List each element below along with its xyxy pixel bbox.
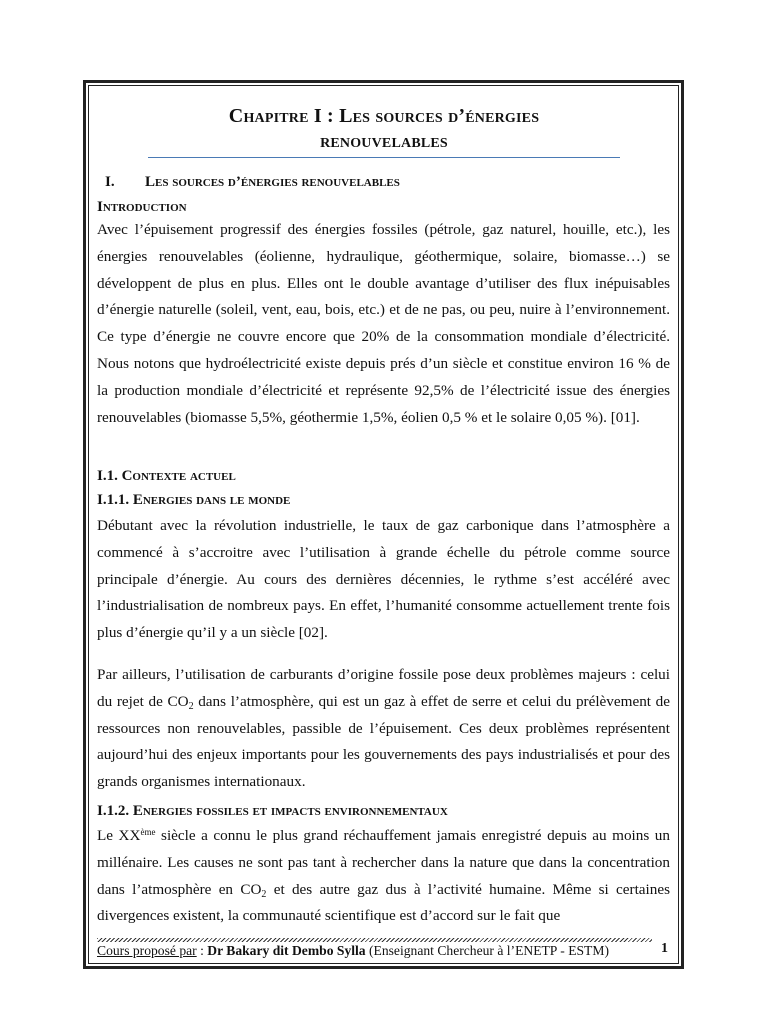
co2-subscript: 2 — [188, 700, 194, 712]
page-number: 1 — [661, 941, 668, 956]
heading-contexte-actuel: I.1. Contexte actuel — [97, 468, 236, 484]
fossiles-paragraph — [97, 823, 670, 930]
monde-paragraph-2 — [97, 662, 670, 796]
footer-affiliation: (Enseignant Chercheur à l’ENETP - ESTM) — [365, 943, 609, 958]
heading-energies-monde: I.1.1. Energies dans le monde — [97, 492, 291, 508]
heading-energies-fossiles: I.1.2. Energies fossiles et impacts environnementaux — [97, 803, 448, 819]
section-title: Les sources d’énergies renouvelables — [145, 174, 400, 190]
co2-subscript-2: 2 — [261, 888, 267, 900]
chapter-title — [100, 104, 668, 154]
title-underline — [148, 157, 620, 158]
section-heading — [105, 172, 665, 192]
monde-p2-part-b: dans l’atmosphère, qui est un gaz à effet de serre et celui du prélèvement de ressources non renouvelables, passible de l’épuisement. Ces deux problèmes représentent aujourd’hui des enjeux importants pour les gouvernements des pays industrialisés et pour des grands organismes internationaux. — [97, 692, 670, 791]
monde-p2-part-a: Par ailleurs, l’utilisation de carburants d’origine fossile pose deux problèmes majeurs : celui du rejet de CO — [97, 666, 670, 710]
chapter-title-line2: renouvelables — [320, 130, 448, 152]
eme-superscript: ème — [140, 827, 156, 837]
introduction-paragraph: Avec l’épuisement progressif des énergies fossiles (pétrole, gaz naturel, houille, etc.), les énergies renouvelables (éolienne, hydraulique, géothermique, solaire, biomasse…) se développent de plus en plus. Elles ont le double avantage d’utiliser des flux inépuisables d’énergie naturelle (soleil, vent, eau, bois, etc.) et de ne pas, ou peu, nuire à l’environnement. Ce type d’énergie ne couvre encore que 20% de la consommation mondiale d’électricité. Nous notons que hydroélectricité existe depuis prés d’un siècle et constitue environ 16 % de la production mondiale d’électricité et représente 92,5% de l’électricité issue des énergies renouvelables (biomasse 5,5%, géothermie 1,5%, éolien 0,5 % et le solaire 0,05 %). [01]. — [97, 221, 670, 426]
fossiles-part-a: Le XX — [97, 827, 141, 844]
page-footer — [97, 942, 677, 960]
footer-separator: : — [196, 943, 208, 958]
footer-author: Dr Bakary dit Dembo Sylla — [207, 943, 366, 958]
monde-paragraph-1: Débutant avec la révolution industrielle, le taux de gaz carbonique dans l’atmosphère a commencé à s’accroitre avec l’utilisation à grande échelle du pétrole comme source principale d’énergie. Au cours des dernières décennies, le rythme s’est accéléré avec l’industrialisation de nombreux pays. En effet, l’humanité consomme actuellement trente fois plus d’énergie qu’il y a un siècle [02]. — [97, 517, 670, 642]
fossiles-part-c: et des autre gaz dus à l’activité humaine. Même si certaines divergences existent, la communauté scientifique est d’accord sur le fait que — [97, 880, 670, 925]
section-number: I. — [105, 174, 115, 190]
chapter-title-line1: Chapitre I : Les sources d’énergies — [228, 105, 540, 127]
footer-label: Cours proposé par — [97, 943, 197, 958]
introduction-heading: Introduction — [97, 199, 187, 215]
fossiles-part-b: siècle a connu le plus grand réchauffement jamais enregistré depuis au moins un millénaire. Les causes ne sont pas tant à rechercher dans la nature que dans la concentration dans l’atmosphère en CO — [97, 827, 670, 898]
